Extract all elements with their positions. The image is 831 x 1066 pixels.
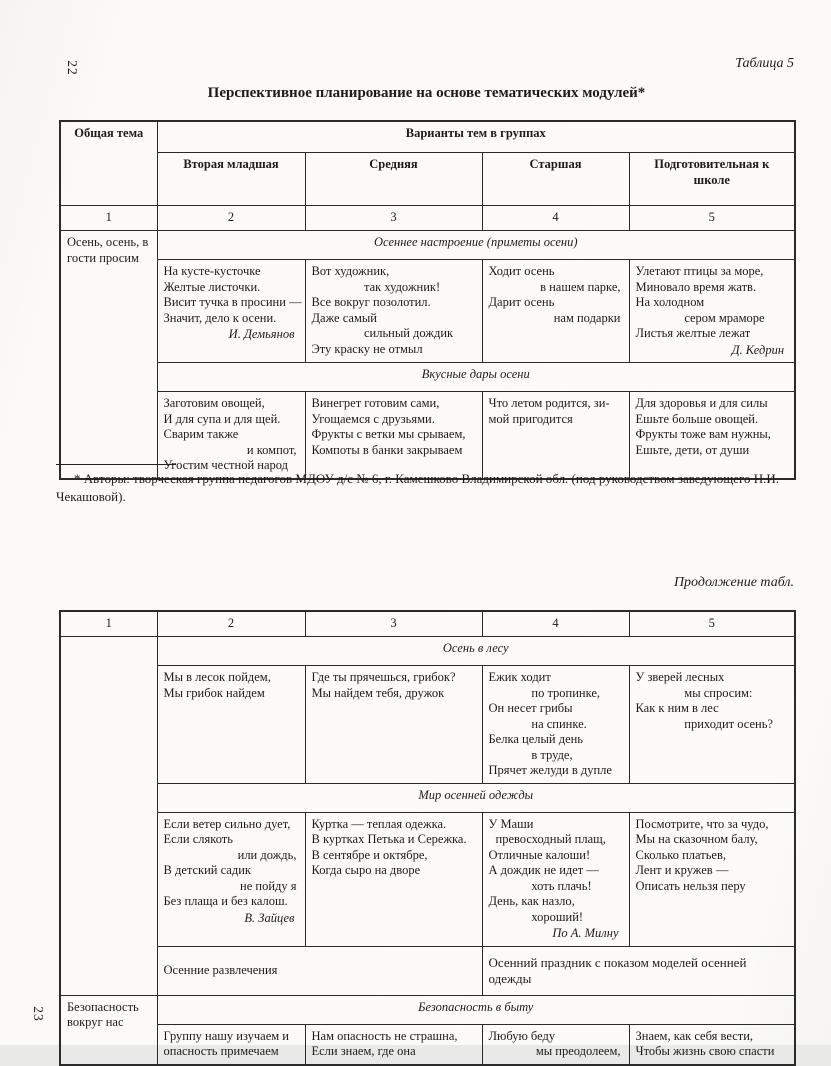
col-number: 2: [157, 206, 305, 231]
poem-line: не пойду я: [240, 878, 297, 893]
section-title-autumn-clothes: Мир осенней одежды: [157, 783, 795, 812]
poem-line: или дождь,: [237, 847, 297, 862]
poem-author: И. Демьянов: [228, 327, 295, 341]
header-group-srednyaya: Средняя: [305, 153, 482, 206]
col-number: 4: [482, 611, 629, 637]
poem-line: У Маши: [488, 816, 534, 831]
poem-line: Сварим также: [163, 427, 239, 441]
poem-line: Улетают птицы за море,: [635, 264, 764, 278]
poem-cell: [629, 260, 795, 363]
poem-line: Винегрет готовим сами,: [311, 396, 440, 410]
header-group-mladshaya: Вторая младшая: [157, 153, 305, 206]
header-group-starshaya: Старшая: [482, 153, 629, 206]
poem-line: Посмотрите, что за чудо,: [635, 816, 769, 831]
poem-line: На кусте-кусточке: [163, 264, 261, 278]
poem-line: День, как назло,: [488, 894, 575, 908]
poem-line: Желтые листочки.: [163, 279, 261, 294]
poem-line: Дарит осень: [488, 295, 555, 309]
poem-line: А дождик не идет —: [488, 863, 599, 877]
poem-line: Сколько платьев,: [635, 847, 727, 862]
table-row: [60, 260, 795, 363]
poem-line: Как к ним в лес: [635, 701, 719, 715]
poem-line: Ешьте, дети, от души: [635, 442, 750, 457]
section-title-safety-home: Безопасность в быту: [157, 995, 795, 1024]
poem-line: Мы найдем тебя, дружок: [311, 685, 445, 700]
poem-line: Если ветер сильно дует,: [163, 816, 291, 831]
page-number-bottom: 23: [30, 1006, 46, 1022]
poem-line: в нашем парке,: [540, 279, 621, 294]
poem-cell: [629, 392, 795, 479]
table-label: Таблица 5: [735, 56, 794, 71]
poem-line: Любую беду: [488, 1028, 556, 1043]
poem-cell: [157, 812, 305, 946]
planning-table-1: [59, 120, 796, 480]
poem-cell: [629, 666, 795, 784]
poem-cell: [482, 392, 629, 479]
poem-cell: [305, 666, 482, 784]
table-row: [60, 783, 795, 812]
poem-line: Фрукты тоже вам нужны,: [635, 427, 771, 441]
poem-cell: [305, 392, 482, 479]
poem-line: У зверей лесных: [635, 670, 725, 684]
poem-line: Когда сыро на дворе: [311, 863, 421, 877]
poem-cell: [305, 260, 482, 363]
poem-line: Для здоровья и для силы: [635, 396, 768, 410]
poem-line: нам подарки: [553, 310, 621, 325]
table-row: [60, 1024, 795, 1065]
poem-line: Группу нашу изучаем и: [163, 1028, 289, 1043]
theme-cell-safety: Безопасность вокруг нас: [60, 995, 157, 1065]
footnote-text: * Авторы: творческая группа педагогов МДОУ д/с № 6, г. Камешково Владимирской обл. (под руководством заведующего Н.И. Чекашовой).: [56, 471, 780, 505]
poem-cell: [482, 666, 629, 784]
poem-line: Значит, дело к осени.: [163, 310, 277, 325]
poem-line: мы спросим:: [684, 685, 753, 700]
table-row: [60, 995, 795, 1024]
poem-line: Фрукты с ветки мы срываем,: [311, 427, 466, 441]
poem-line: И для супа и для щей.: [163, 411, 281, 426]
header-group-podgotovitelnaya: Подготовительная к школе: [629, 153, 795, 206]
poem-cell: [482, 260, 629, 363]
poem-line: Заготовим овощей,: [163, 396, 265, 410]
poem-line: Листья желтые лежат: [635, 326, 751, 340]
header-variants: Варианты тем в группах: [157, 121, 795, 153]
col-number: 1: [60, 611, 157, 637]
poem-line: Ешьте больше овощей.: [635, 411, 759, 426]
poem-line: приходит осень?: [684, 716, 773, 731]
poem-line: сильный дождик: [363, 326, 454, 340]
header-common-theme: Общая тема: [60, 121, 157, 206]
poem-line: Отличные калоши!: [488, 847, 591, 862]
poem-line: Висит тучка в просини —: [163, 295, 302, 309]
poem-line: Если слякоть: [163, 832, 233, 846]
poem-line: Мы на сказочном балу,: [635, 832, 758, 846]
poem-line: так художник!: [363, 279, 441, 294]
poem-line: Угостим честной народ: [163, 458, 289, 472]
poem-line: В куртках Петька и Сережка.: [311, 832, 467, 846]
poem-cell: [157, 1024, 305, 1065]
poem-line: Что летом родится, зи-: [488, 396, 610, 410]
poem-line: Мы в лесок пойдем,: [163, 670, 271, 684]
section-title-autumn-forest: Осень в лесу: [157, 637, 795, 666]
poem-line: Компоты в банки закрываем: [311, 442, 463, 457]
poem-author: По А. Милну: [552, 926, 619, 940]
poem-line: Ходит осень: [488, 264, 555, 278]
poem-line: Ежик ходит: [488, 670, 551, 684]
poem-line: и компот,: [246, 442, 297, 457]
table-row: [60, 231, 795, 260]
poem-line: Чтобы жизнь свою спасти: [635, 1044, 775, 1058]
autumn-holiday-cell: Осенний праздник с показом моделей осенней одежды: [482, 946, 795, 995]
col-number: 4: [482, 206, 629, 231]
poem-cell: [629, 1024, 795, 1065]
section-title-tasty-gifts: Вкусные дары осени: [157, 363, 795, 392]
poem-line: Где ты прячешься, грибок?: [311, 670, 456, 684]
theme-cell-autumn: Осень, осень, в гости просим: [60, 231, 157, 479]
poem-author: В. Зайцев: [244, 910, 295, 925]
poem-cell: [482, 812, 629, 946]
poem-cell: [157, 392, 305, 479]
poem-line: Лент и кружев —: [635, 863, 729, 877]
poem-line: Белка целый день: [488, 732, 584, 746]
col-number: 2: [157, 611, 305, 637]
poem-line: на спинке.: [531, 716, 587, 731]
poem-line: в труде,: [531, 747, 573, 762]
poem-line: Без плаща и без калош.: [163, 894, 288, 908]
poem-line: хоть плачь!: [531, 878, 592, 893]
column-numbers-row: [60, 206, 795, 231]
poem-line: Он несет грибы: [488, 701, 573, 715]
poem-line: мой пригодится: [488, 411, 573, 426]
poem-cell: [157, 260, 305, 363]
col-number: 5: [629, 206, 795, 231]
table-row: [60, 153, 795, 206]
poem-line: Знаем, как себя вести,: [635, 1028, 754, 1043]
poem-line: по тропинке,: [531, 685, 601, 700]
poem-author: Д. Кедрин: [731, 342, 785, 357]
table-row: [60, 946, 795, 995]
poem-line: Миновало время жатв.: [635, 279, 757, 294]
planning-table-2: [59, 610, 796, 1066]
poem-cell: [305, 1024, 482, 1065]
page-title: Перспективное планирование на основе тематических модулей*: [207, 85, 646, 101]
theme-cell-empty: [60, 637, 157, 996]
poem-line: Угощаемся с друзьями.: [311, 411, 435, 426]
poem-line: Даже самый: [311, 310, 377, 325]
poem-line: Если знаем, где она: [311, 1044, 416, 1058]
poem-line: Мы грибок найдем: [163, 685, 265, 700]
poem-cell: [482, 1024, 629, 1065]
table-row: [60, 812, 795, 946]
poem-line: мы преодолеем,: [535, 1044, 621, 1058]
poem-line: Куртка — теплая одежка.: [311, 816, 447, 831]
poem-line: Описать нельзя перу: [635, 878, 746, 893]
col-number: 1: [60, 206, 157, 231]
poem-line: опасность примечаем: [163, 1044, 279, 1058]
poem-line: Все вокруг позолотил.: [311, 295, 431, 309]
col-number: 3: [305, 206, 482, 231]
section-title-autumn-mood: Осеннее настроение (приметы осени): [157, 231, 795, 260]
poem-line: хороший!: [531, 909, 584, 924]
entertainment-cell: Осенние развлечения: [157, 946, 482, 995]
table-row: [60, 637, 795, 666]
poem-line: Нам опасность не страшна,: [311, 1028, 458, 1043]
page-number-top: 22: [64, 60, 80, 76]
footnote-separator: [56, 464, 176, 465]
poem-cell: [157, 666, 305, 784]
poem-line: На холодном: [635, 295, 705, 309]
poem-line: Вот художник,: [311, 264, 390, 278]
continuation-label: Продолжение табл.: [673, 575, 794, 590]
poem-cell: [305, 812, 482, 946]
poem-line: Эту краску не отмыл: [311, 341, 423, 356]
poem-line: В детский садик: [163, 863, 251, 877]
poem-line: В сентябре и октябре,: [311, 847, 428, 862]
poem-cell: [629, 812, 795, 946]
poem-line: сером мраморе: [684, 310, 765, 325]
poem-line: превосходный плащ,: [495, 832, 606, 846]
table-row: [60, 392, 795, 479]
col-number: 5: [629, 611, 795, 637]
table-row: [60, 666, 795, 784]
col-number: 3: [305, 611, 482, 637]
poem-line: Прячет желуди в дупле: [488, 763, 612, 777]
column-numbers-row: [60, 611, 795, 637]
table-row: [60, 121, 795, 153]
table-row: [60, 363, 795, 392]
